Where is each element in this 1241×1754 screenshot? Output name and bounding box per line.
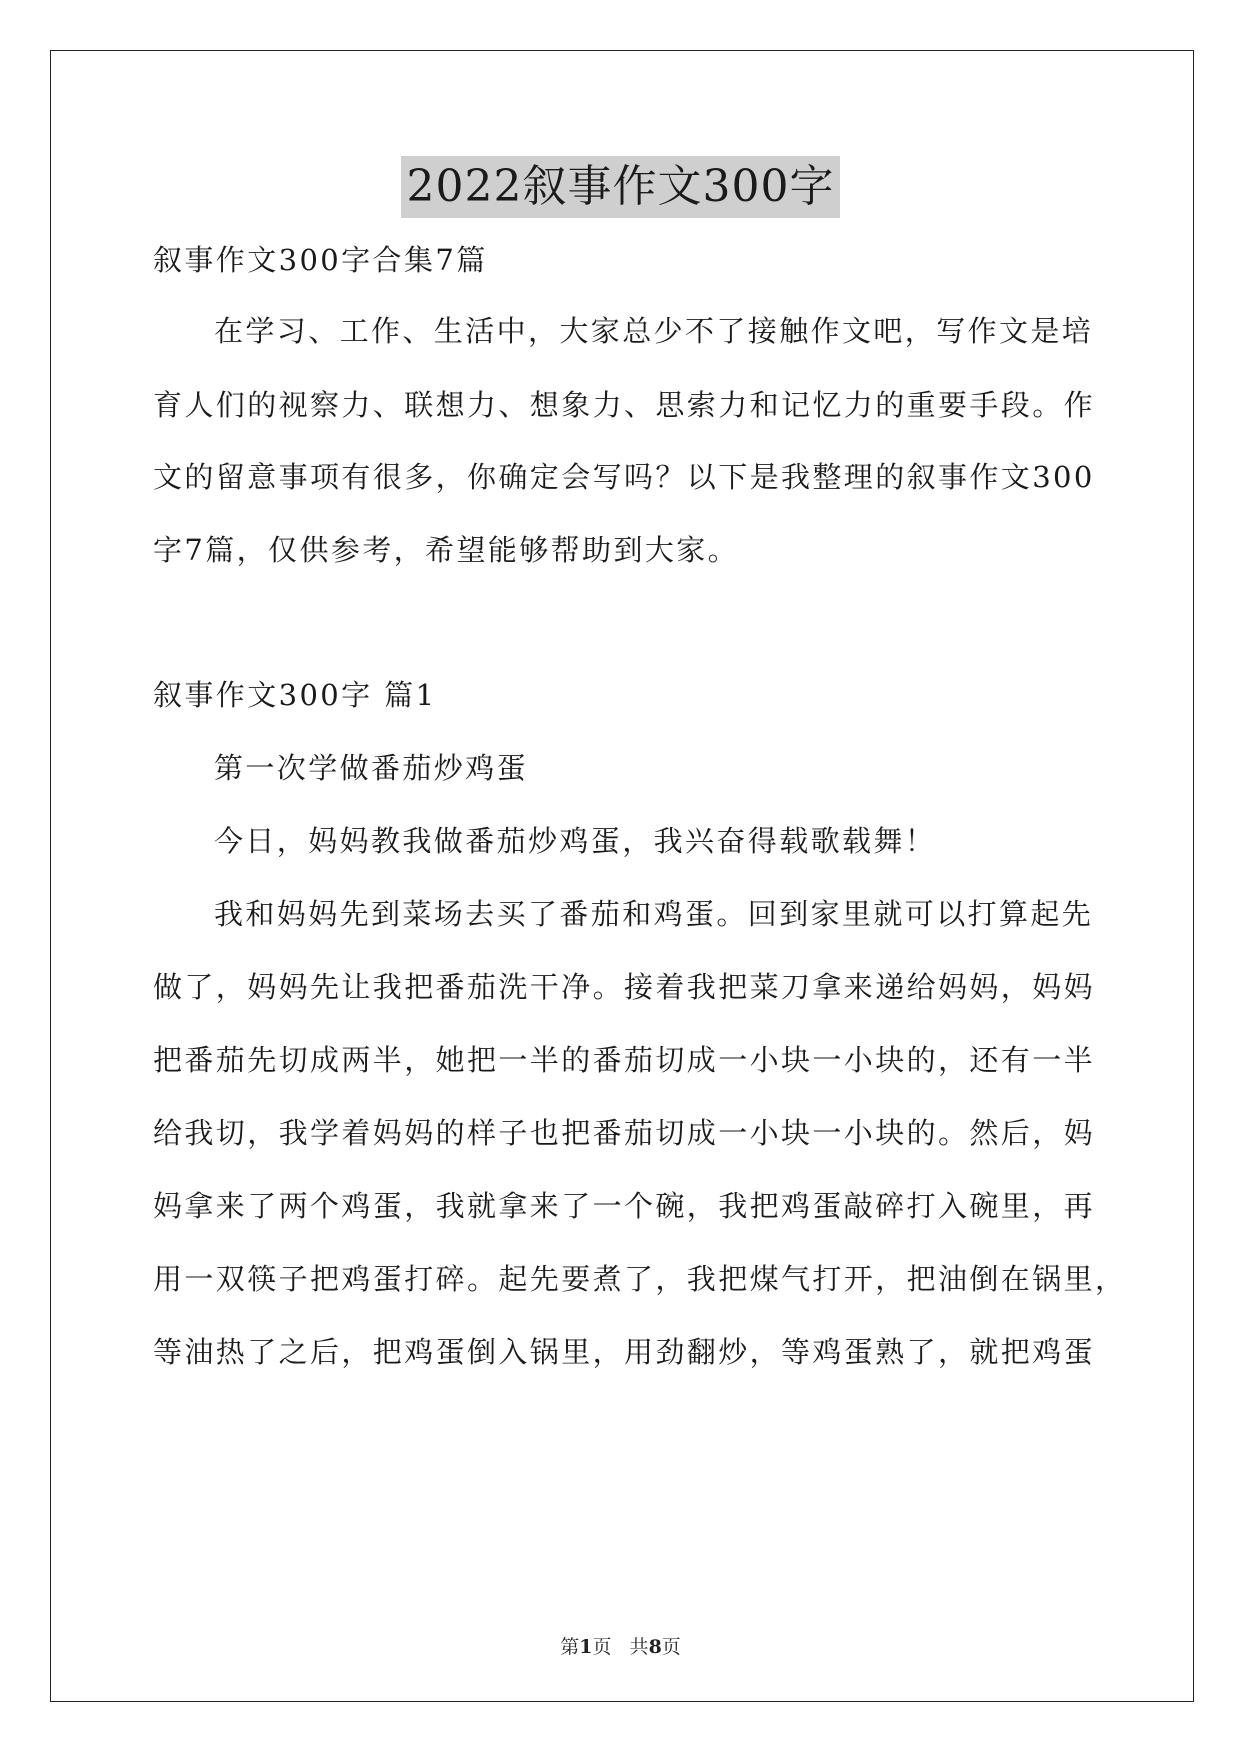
intro-line: 在学习、工作、生活中，大家总少不了接触作文吧，写作文是培	[214, 314, 1094, 348]
total-pages-number: 8	[648, 1636, 662, 1658]
title-block	[0, 156, 1241, 218]
footer-mid: 页 共	[592, 1636, 649, 1658]
intro-line: 字7篇，仅供参考，希望能够帮助到大家。	[153, 533, 740, 567]
current-page-number: 1	[579, 1636, 593, 1658]
section-heading: 叙事作文300字 篇1	[153, 678, 437, 712]
essay-title: 第一次学做番茄炒鸡蛋	[214, 751, 529, 785]
essay-line: 妈拿来了两个鸡蛋，我就拿来了一个碗，我把鸡蛋敲碎打入碗里，再	[153, 1189, 1096, 1223]
collection-subtitle: 叙事作文300字合集7篇	[153, 243, 488, 277]
essay-line: 我和妈妈先到菜场去买了番茄和鸡蛋。回到家里就可以打算起先	[214, 897, 1094, 931]
footer-prefix: 第	[560, 1636, 580, 1658]
document-title: 2022叙事作文300字	[401, 156, 841, 218]
essay-line: 给我切，我学着妈妈的样子也把番茄切成一小块一小块的。然后，妈	[153, 1116, 1096, 1150]
essay-line: 等油热了之后，把鸡蛋倒入锅里，用劲翻炒，等鸡蛋熟了，就把鸡蛋	[153, 1335, 1096, 1369]
essay-paragraph: 今日，妈妈教我做番茄炒鸡蛋，我兴奋得载歌载舞！	[214, 824, 937, 858]
footer-suffix: 页	[661, 1636, 681, 1658]
essay-line: 把番茄先切成两半，她把一半的番茄切成一小块一小块的，还有一半	[153, 1043, 1096, 1077]
essay-line: 用一双筷子把鸡蛋打碎。起先要煮了，我把煤气打开，把油倒在锅里，	[153, 1262, 1127, 1296]
intro-line: 育人们的视察力、联想力、想象力、思索力和记忆力的重要手段。作	[153, 388, 1096, 422]
essay-line: 做了，妈妈先让我把番茄洗干净。接着我把菜刀拿来递给妈妈，妈妈	[153, 970, 1096, 1004]
page-border	[50, 50, 1194, 1702]
intro-line: 文的留意事项有很多，你确定会写吗？以下是我整理的叙事作文300	[153, 460, 1095, 494]
page-footer	[0, 1632, 1241, 1659]
